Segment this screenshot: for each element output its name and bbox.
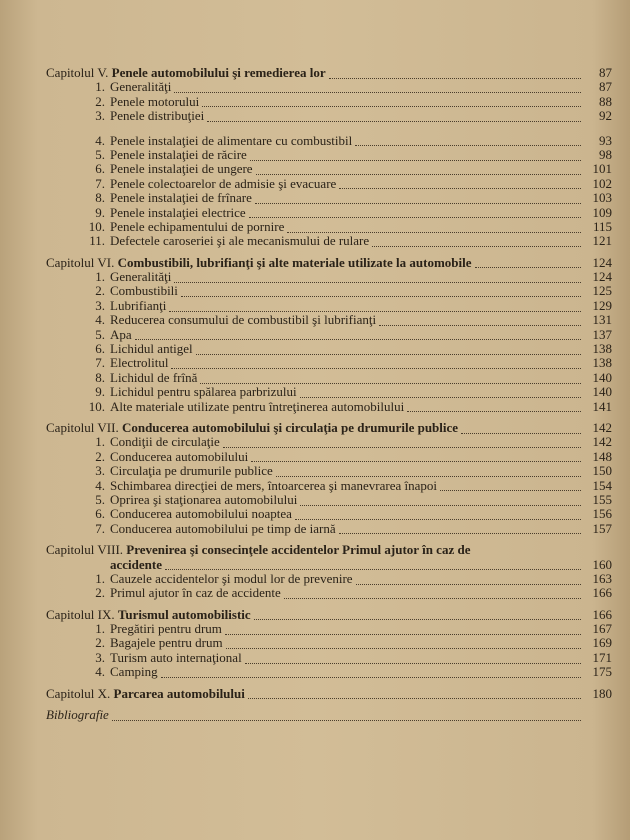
toc-entry [46,622,612,636]
dot-leader [112,710,581,721]
entry-title: Combustibili [110,283,178,299]
entry-title: Penele instalaţiei electrice [110,204,246,220]
toc-entry [46,270,612,284]
entry-page: 171 [592,649,612,665]
dot-leader [225,624,581,635]
entry-page: 140 [592,384,612,400]
entry-page: 148 [592,448,612,464]
dot-leader [255,193,581,204]
dot-leader [249,207,581,218]
entry-number: 1. [95,434,105,450]
toc-entry [46,371,612,385]
dot-leader [207,111,581,122]
entry-number: 3. [95,649,105,665]
entry-page: 163 [592,570,612,586]
dot-leader [372,236,581,247]
dot-leader [329,68,581,79]
entry-title: Penele echipamentului de pornire [110,218,285,234]
entry-number: 4. [95,477,105,493]
entry-page: 131 [592,312,612,328]
entry-title: Lichidul antigel [110,341,193,357]
entry-page: 109 [592,204,612,220]
entry-number: 7. [95,520,105,536]
dot-leader [339,523,581,534]
entry-number: 5. [95,326,105,342]
dot-leader [254,609,581,620]
entry-page: 169 [592,635,612,651]
entry-number: 8. [95,190,105,206]
entry-number: 11. [89,233,105,249]
toc-entry [46,220,612,234]
chapter-label: Capitolul VIII. [46,542,124,558]
chapter-page: 142 [592,419,612,435]
toc-entry [46,651,612,665]
entry-number: 10. [88,218,105,234]
entry-title: Penele instalaţiei de răcire [110,146,247,162]
dot-leader [440,480,581,491]
toc-entry [46,665,612,679]
entry-number: 4. [95,664,105,680]
entry-number: 7. [95,175,105,191]
dot-leader [379,315,581,326]
entry-page: 166 [592,585,612,601]
chapter-page: 180 [592,685,612,701]
entry-title: Reducerea consumului de combustibil şi lubrifianţi [110,312,377,328]
entry-number: 2. [95,635,105,651]
entry-page: 138 [592,355,612,371]
entry-number: 2. [95,585,105,601]
entry-title: Conducerea automobilului noaptea [110,506,292,522]
entry-number: 3. [95,108,105,124]
entry-title: Penele colectoarelor de admisie şi evacuare [110,175,337,191]
toc-entry [46,356,612,370]
bibliography-entry [46,708,612,722]
chapter-label: Capitolul X. [46,685,111,701]
dot-leader [250,150,581,161]
entry-title: Conducerea automobilului pe timp de iarnă [110,520,336,536]
chapter-heading [46,608,612,622]
entry-number: 2. [95,283,105,299]
toc-entry [46,435,612,449]
entry-number: 8. [95,369,105,385]
entry-page: 154 [592,477,612,493]
toc-entry [46,493,612,507]
entry-number: 2. [95,93,105,109]
chapter-heading [46,66,612,80]
dot-leader [223,437,581,448]
entry-number: 4. [95,312,105,328]
chapter-page: 166 [592,606,612,622]
entry-title: Penele motorului [110,93,200,109]
table-of-contents [46,66,612,722]
toc-entry [46,95,612,109]
entry-number: 4. [95,132,105,148]
entry-number: 7. [95,355,105,371]
dot-leader [202,96,581,107]
toc-entry [46,450,612,464]
entry-title: Defectele caroseriei şi ale mecanismului de rulare [110,233,370,249]
toc-entry [46,507,612,521]
entry-page: 87 [599,79,612,95]
chapter-title-continued: accidente [110,556,162,572]
entry-page: 140 [592,369,612,385]
entry-title: Apa [110,326,132,342]
toc-entry [46,636,612,650]
entry-page: 103 [592,190,612,206]
entry-title: Bagajele pentru drum [110,635,223,651]
entry-page: 156 [592,506,612,522]
toc-entry [46,328,612,342]
toc-entry [46,299,612,313]
entry-number: 6. [95,341,105,357]
entry-number: 2. [95,448,105,464]
entry-number: 3. [95,297,105,313]
entry-title: Condiţii de circulaţie [110,434,220,450]
dot-leader [339,178,581,189]
entry-number: 5. [95,491,105,507]
toc-entry [46,586,612,600]
toc-entry [46,134,612,148]
dot-leader [165,559,581,570]
chapter-title: Turismul automobilistic [117,606,251,622]
dot-leader [226,638,581,649]
entry-page: 142 [592,434,612,450]
toc-entry [46,234,612,248]
entry-title: Generalităţi [110,269,172,285]
toc-entry [46,162,612,176]
chapter-title: Conducerea automobilului şi circulaţia pe drumurile publice [121,419,459,435]
entry-page: 93 [599,132,612,148]
entry-page: 129 [592,297,612,313]
toc-entry [46,80,612,94]
toc-entry [46,177,612,191]
chapter-label: Capitolul IX. [46,606,115,622]
dot-leader [300,387,581,398]
entry-number: 9. [95,384,105,400]
dot-leader [245,653,581,664]
dot-leader [256,164,581,175]
toc-entry [46,400,612,414]
chapter-title: Prevenirea şi consecinţele accidentelor Primul ajutor în caz de [126,542,471,558]
entry-number: 1. [95,570,105,586]
entry-title: Lichidul de frînă [110,369,198,385]
entry-number: 6. [95,506,105,522]
dot-leader [300,495,581,506]
entry-title: Schimbarea direcţiei de mers, întoarcerea şi manevrarea înapoi [110,477,438,493]
entry-page: 88 [599,93,612,109]
entry-title: Penele instalaţiei de ungere [110,161,253,177]
entry-title: Electrolitul [110,355,169,371]
entry-page: 175 [592,664,612,680]
chapter-title: Parcarea automobilului [113,685,245,701]
dot-leader [355,135,581,146]
chapter-page: 87 [599,65,612,80]
chapter-heading [46,687,612,701]
entry-page: 102 [592,175,612,191]
entry-page: 137 [592,326,612,342]
entry-title: Camping [110,664,158,680]
toc-entry [46,191,612,205]
entry-page: 121 [592,233,612,249]
entry-page: 150 [592,463,612,479]
entry-number: 1. [95,79,105,95]
toc-entry [46,313,612,327]
entry-title: Penele instalaţiei de alimentare cu combustibil [110,132,353,148]
dot-leader [475,257,582,268]
dot-leader [251,451,581,462]
entry-title: Lichidul pentru spălarea parbrizului [110,384,297,400]
entry-title: Cauzele accidentelor şi modul lor de prevenire [110,570,353,586]
entry-page: 101 [592,161,612,177]
dot-leader [284,588,581,599]
entry-page: 155 [592,491,612,507]
entry-number: 5. [95,146,105,162]
chapter-label: Capitolul VII. [46,419,119,435]
entry-number: 10. [88,398,105,414]
toc-entry [46,148,612,162]
chapter-heading [46,421,612,435]
chapter-page: 160 [592,556,612,572]
entry-title: Penele instalaţiei de frînare [110,190,252,206]
entry-page: 92 [599,108,612,124]
dot-leader [196,344,581,355]
entry-page: 138 [592,341,612,357]
entry-number: 1. [95,269,105,285]
dot-leader [181,286,581,297]
entry-title: Turism auto internaţional [110,649,242,665]
dot-leader [248,688,581,699]
chapter-page: 124 [592,254,612,270]
dot-leader [169,301,581,312]
entry-page: 125 [592,283,612,299]
dot-leader [276,466,581,477]
entry-title: Penele distribuţiei [110,108,205,124]
entry-page: 157 [592,520,612,536]
dot-leader [407,401,581,412]
entry-page: 124 [592,269,612,285]
chapter-heading [46,256,612,270]
entry-page: 141 [592,398,612,414]
toc-entry [46,522,612,536]
entry-page: 167 [592,621,612,637]
entry-title: Alte materiale utilizate pentru întreţinerea automobilului [110,398,405,414]
toc-entry [46,479,612,493]
toc-entry [46,464,612,478]
bibliography-label: Bibliografie [46,707,109,723]
entry-page: 98 [599,146,612,162]
chapter-label: Capitolul VI. [46,254,115,270]
toc-entry [46,342,612,356]
toc-entry [46,206,612,220]
dot-leader [200,373,581,384]
toc-entry [46,385,612,399]
chapter-heading-continued [46,558,612,572]
dot-leader [135,329,581,340]
chapter-title: Penele automobilului şi remedierea lor [111,65,326,80]
toc-entry [46,109,612,123]
entry-page: 115 [592,218,612,234]
entry-title: Generalităţi [110,79,172,95]
dot-leader [287,222,581,233]
entry-title: Pregătiri pentru drum [110,621,222,637]
entry-title: Lubrifianţi [110,297,167,313]
dot-leader [174,82,581,93]
entry-title: Oprirea şi staţionarea automobilului [110,491,298,507]
entry-title: Primul ajutor în caz de accidente [110,585,281,601]
entry-number: 9. [95,204,105,220]
entry-number: 6. [95,161,105,177]
dot-leader [295,509,581,520]
chapter-title: Combustibili, lubrifianţi şi alte materiale utilizate la automobile [117,254,472,270]
dot-leader [161,667,581,678]
toc-entry [46,284,612,298]
chapter-heading [46,543,612,557]
dot-leader [356,574,581,585]
dot-leader [174,272,581,283]
chapter-label: Capitolul V. [46,65,109,80]
dot-leader [171,358,581,369]
entry-title: Circulaţia pe drumurile publice [110,463,273,479]
entry-number: 1. [95,621,105,637]
entry-title: Conducerea automobilului [110,448,249,464]
toc-entry [46,572,612,586]
entry-number: 3. [95,463,105,479]
dot-leader [461,423,581,434]
